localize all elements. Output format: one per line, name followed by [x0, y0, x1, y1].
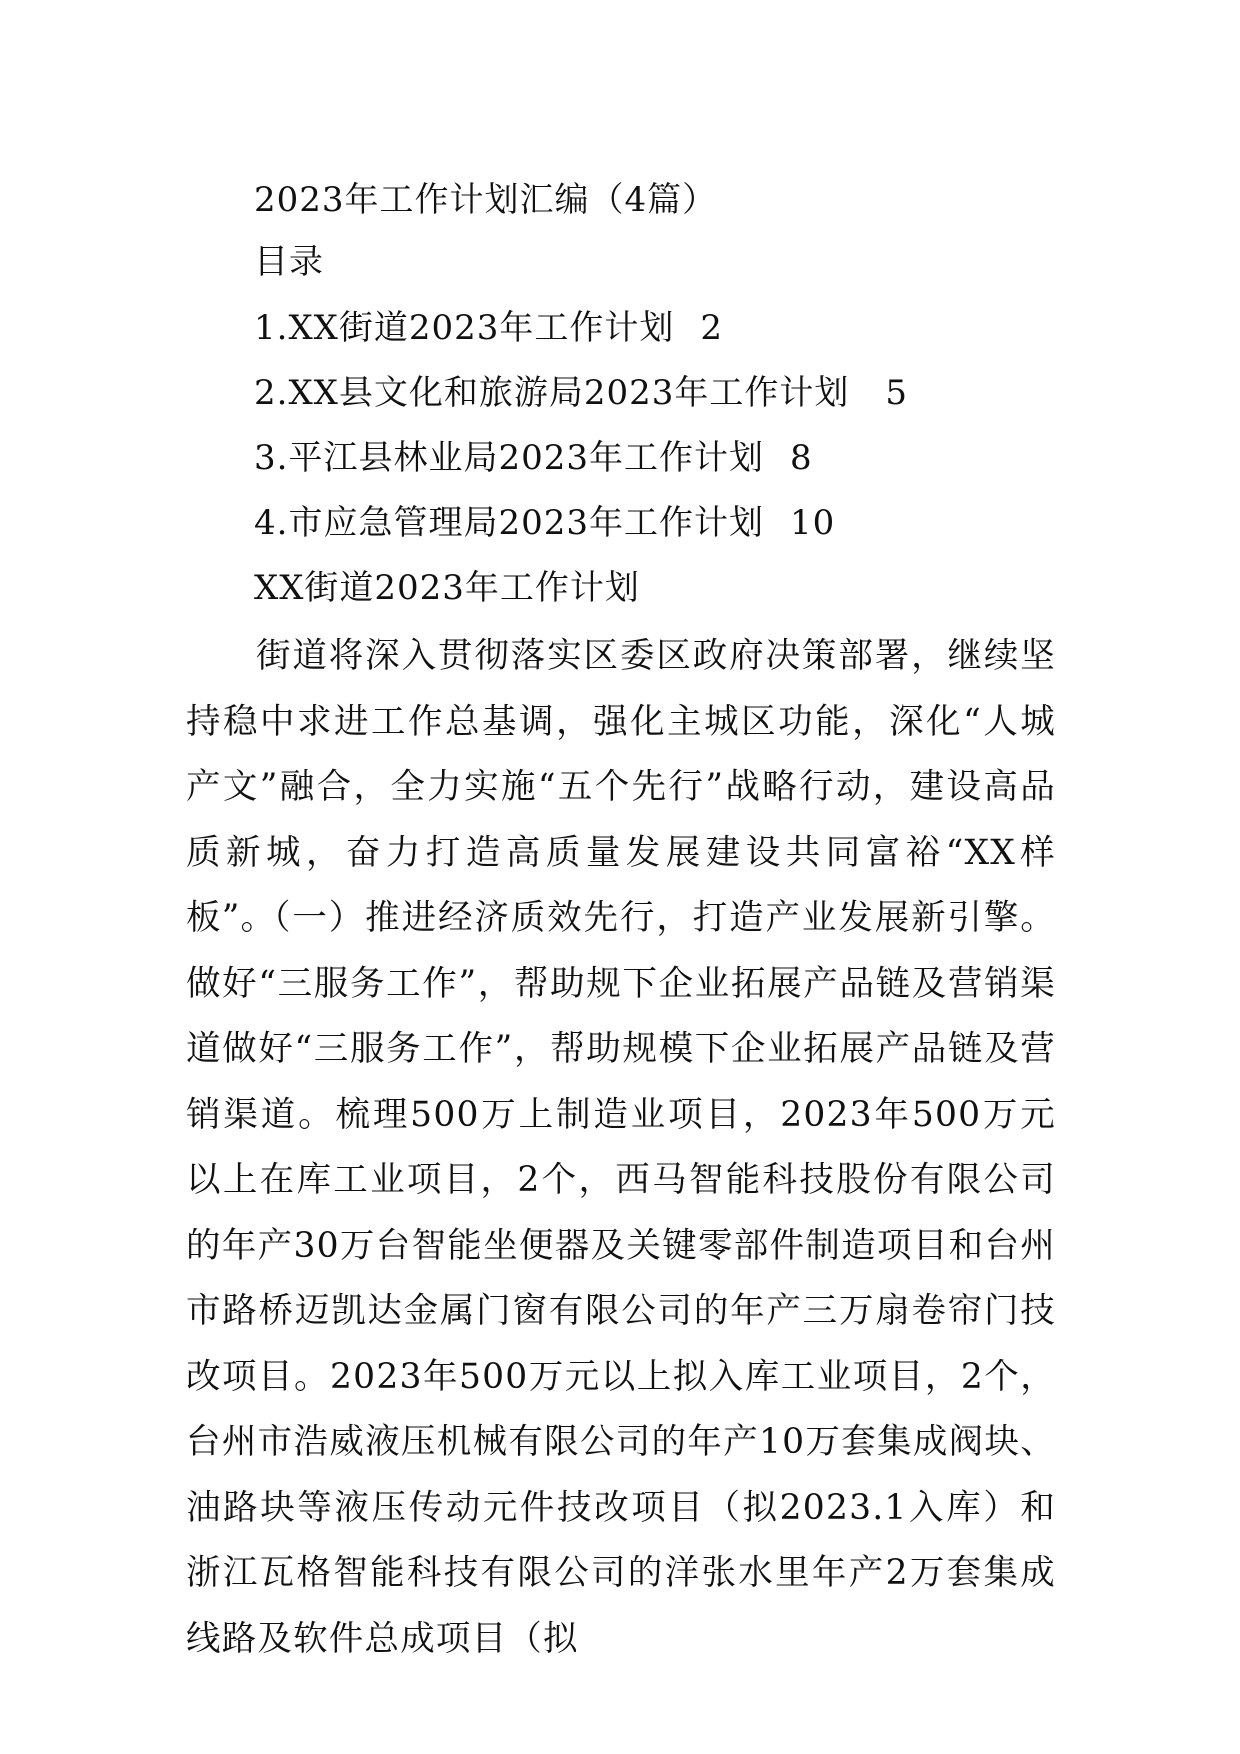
toc-entry-1[interactable]	[254, 306, 723, 350]
toc-entry-2[interactable]	[254, 371, 908, 415]
body-paragraph-2: （一）推进经济质效先行，打造产业发展新引擎。做好“三服务工作”，帮助规下企业拓展产品链及营销渠道做好“三服务工作”，帮助规模下企业拓展产品链及营销渠道。梳理500万上制造业项目，2023年500万元以上在库工业项目，2个，西马智能科技股份有限公司的年产30万台智能坐便器及关键零部件制造项目和台州市路桥迈凯达金属门窗有限公司的年产三万扇卷帘门技改项目。2023年500万元以上拟入库工业项目，2个，台州市浩威液压机械有限公司的年产10万套集成阀块、油路块等液压传动元件技改项目（拟2023.1入库）和浙江瓦格智能科技有限公司的洋张水里年产2万套集成线路及软件总成项目（拟	[186, 898, 1056, 1659]
toc-entry-page: 5	[885, 373, 909, 413]
toc-entry-3[interactable]	[254, 436, 813, 480]
document-title: 2023年工作计划汇编（4篇）	[254, 180, 718, 220]
toc-heading: 目录	[254, 242, 324, 282]
toc-entry-label: 2.XX县文化和旅游局2023年工作计划	[254, 373, 850, 413]
section-title: XX街道2023年工作计划	[254, 568, 640, 608]
body-paragraph-1: 街道将深入贯彻落实区委区政府决策部署，继续坚持稳中求进工作总基调，强化主城区功能，深化“人城产文”融合，全力实施“五个先行”战略行动，建设高品质新城，奋力打造高质量发展建设共同富裕“XX样板”。	[186, 636, 1056, 938]
toc-entry-page: 2	[700, 308, 724, 348]
toc-entry-label: 1.XX街道2023年工作计划	[254, 308, 675, 348]
toc-entry-page: 10	[789, 503, 836, 543]
toc-entry-4[interactable]	[254, 501, 835, 545]
toc-entry-page: 8	[789, 438, 813, 478]
toc-entry-label: 4.市应急管理局2023年工作计划	[254, 503, 764, 543]
toc-entry-label: 3.平江县林业局2023年工作计划	[254, 438, 764, 478]
